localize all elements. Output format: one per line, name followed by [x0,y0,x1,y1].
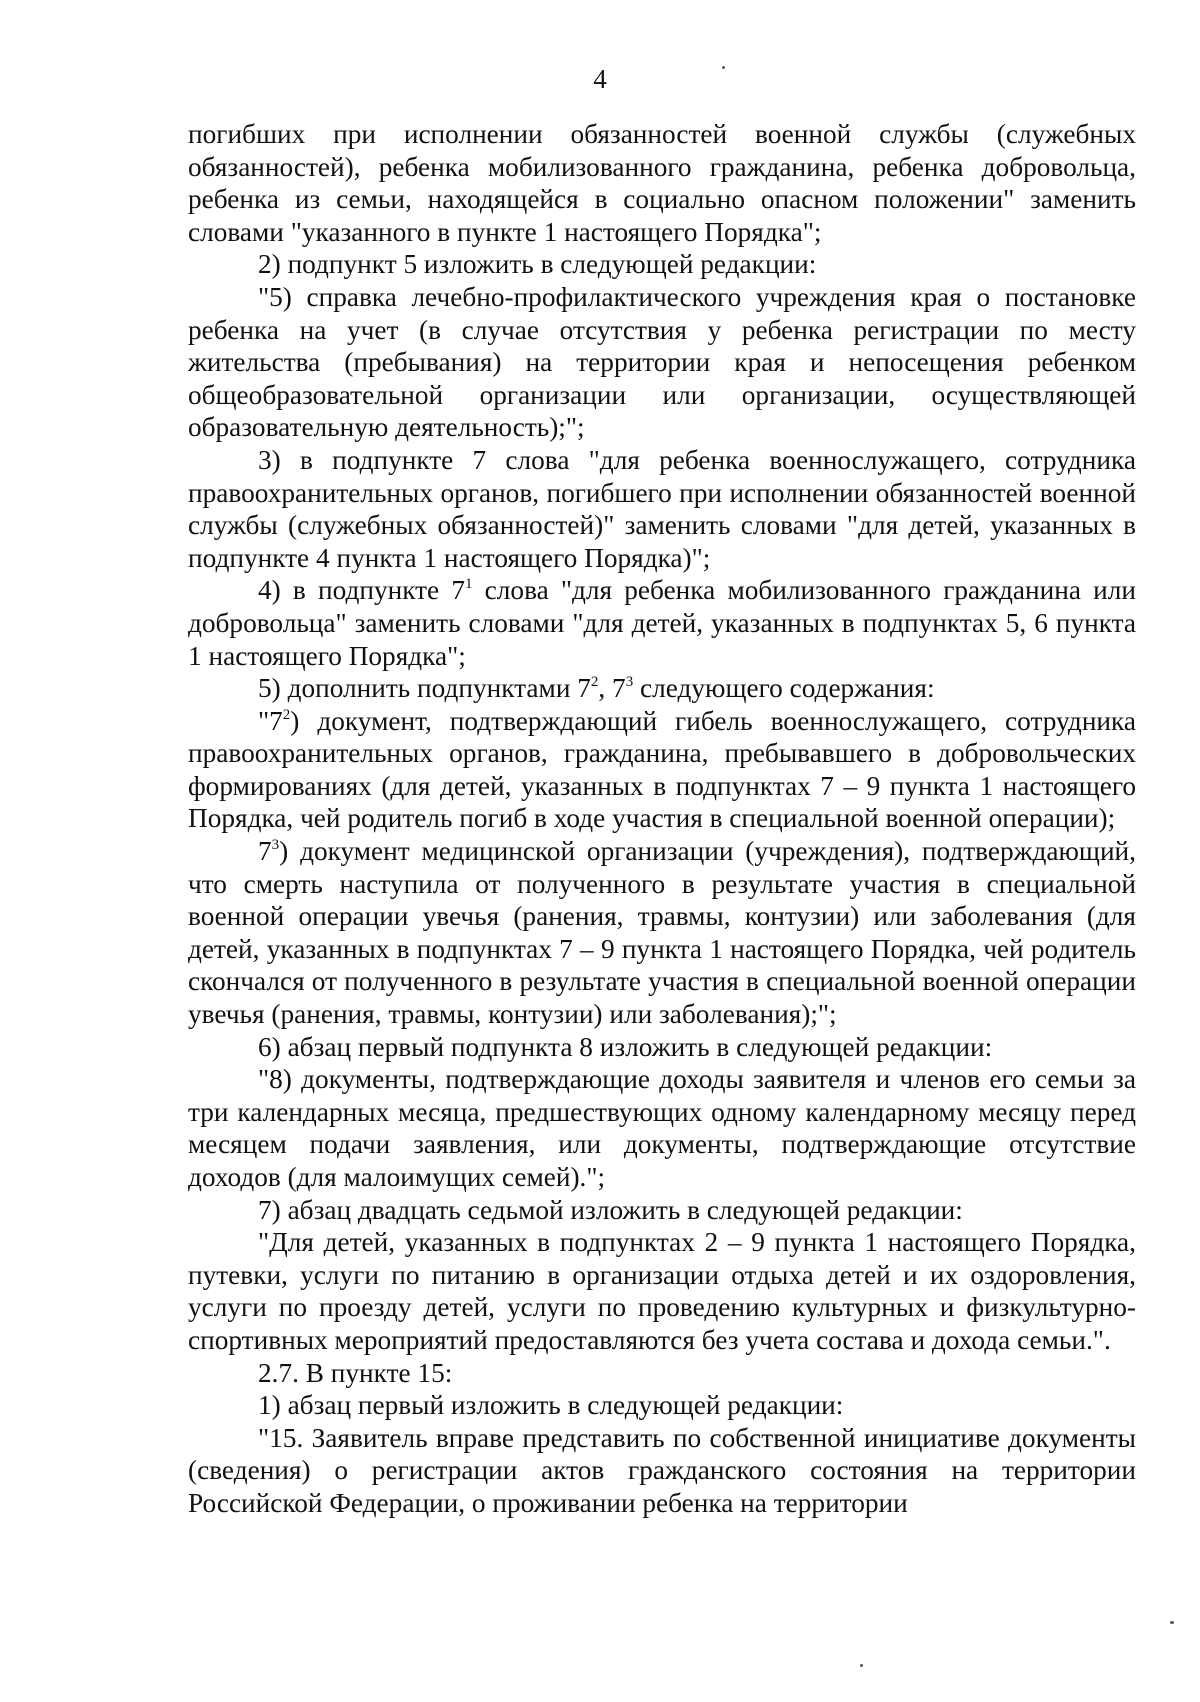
paragraph-section-2-7: 2.7. В пункте 15: [258,1357,453,1388]
paragraph-subitem-7-3-part-a: 7 [258,836,272,867]
document-body [188,118,1136,1520]
paragraph-item-5 [188,672,1136,705]
paragraph-item-2: 2) подпункт 5 изложить в следующей редакции: [258,249,817,280]
superscript: 3 [625,674,634,691]
paragraph-continuation: погибших при исполнении обязанностей военной службы (служебных обязанностей), ребенка мобилизованного гражданина, ребенка добровольца, ребенка из семьи, находящейся в социально опасном положении" заменить словами "указанного в пункте 1 настоящего Порядка"; [188,119,1136,247]
scan-speck [1170,1621,1174,1624]
paragraph-item-4 [188,574,1136,672]
paragraph-subitem-7-2 [188,705,1136,835]
paragraph-subitem-7-3 [188,835,1136,1031]
paragraph-item-5-part-b: следующего содержания: [633,673,935,704]
paragraph-item-1: 1) абзац первый изложить в следующей редакции: [258,1390,844,1421]
superscript: 2 [282,706,291,723]
paragraph-item-5-mid: , 7 [598,673,626,704]
superscript: 1 [465,576,473,593]
paragraph-subitem-8-text: "8) документы, подтверждающие доходы заявителя и членов его семьи за три календарных месяца, предшествующих одному календарному месяцу перед месяцем подачи заявления, или документы, подтверждающие отсутствие доходов (для малоимущих семей)."; [188,1064,1136,1192]
paragraph-item-7: 7) абзац двадцать седьмой изложить в следующей редакции: [258,1194,963,1225]
paragraph-subitem-5-text: "5) справка лечебно-профилактического учреждения края о постановке ребенка на учет (в случае отсутствия у ребенка регистрации по месту жительства (пребывания) на территории края и непосещения ребенком общеобразовательной организации или организации, осуществляющей образовательную деятельность);"; [188,281,1136,443]
paragraph-item-4-part-b: слова "для ребенка мобилизованного гражданина или добровольца" заменить словами "для детей, указанных в подпунктах 5, 6 пункта 1 настоящего Порядка"; [188,575,1136,671]
paragraph-point-15-text: "15. Заявитель вправе представить по собственной инициативе документы (сведения) о регистрации актов гражданского состояния на территории Российской Федерации, о проживании ребенка на территории [188,1422,1136,1518]
scan-speck [860,1664,863,1667]
paragraph-item-3: 3) в подпункте 7 слова "для ребенка военнослужащего, сотрудника правоохранительных органов, погибшего при исполнении обязанностей военной службы (служебных обязанностей)" заменить словами "для детей, указанных в подпункте 4 пункта 1 настоящего Порядка)"; [188,444,1136,573]
paragraph-item-6: 6) абзац первый подпункта 8 изложить в следующей редакции: [258,1031,993,1062]
scan-speck [722,66,725,69]
paragraph-subitem-7-3-part-b: ) документ медицинской организации (учреждения), подтверждающий, что смерть наступила от полученного в результате участия в специальной военной операции увечья (ранения, травмы, контузии) или заболевания (для детей, указанных в подпунктах 7 – 9 пункта 1 настоящего Порядка, чей родитель скончался от полученного в результате участия в специальной военной операции увечья (ранения, травмы, контузии) или заболевания);"; [188,836,1136,1030]
paragraph-subitem-7-2-part-b: ) документ, подтверждающий гибель военнослужащего, сотрудника правоохранительных органов, гражданина, пребывавшего в добровольческих формированиях (для детей, указанных в подпунктах 7 – 9 пункта 1 настоящего Порядка, чей родитель погиб в ходе участия в специальной военной операции); [188,705,1136,834]
paragraph-quoted-text: "Для детей, указанных в подпунктах 2 – 9 пункта 1 настоящего Порядка, путевки, услуги по питанию в организации отдыха детей и их оздоровления, услуги по проезду детей, услуги по проведению культурных и физкультурно-спортивных мероприятий предоставляются без учета состава и дохода семьи.". [188,1227,1136,1355]
page-number: 4 [593,64,607,94]
paragraph-subitem-7-2-part-a: "7 [258,705,283,736]
superscript: 2 [590,674,599,691]
superscript: 3 [271,837,280,854]
paragraph-item-4-part-a: 4) в подпункте 7 [258,575,465,606]
paragraph-item-5-part-a: 5) дополнить подпунктами 7 [258,673,591,704]
